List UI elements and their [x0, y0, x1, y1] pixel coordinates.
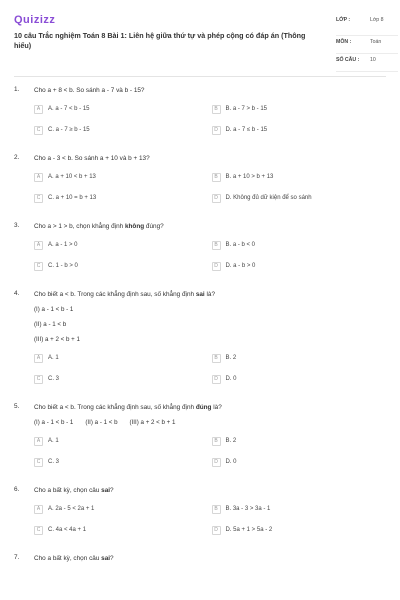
meta-value: Toán: [370, 39, 382, 45]
answer-option-letter-box: D: [212, 458, 221, 467]
answer-option-row: [34, 239, 386, 251]
question-text-emphasis: sai: [101, 487, 111, 494]
quizizz-logo: Quizizz: [14, 14, 56, 26]
meta-row-grade: [336, 14, 398, 36]
question-text: [34, 486, 386, 495]
answer-option-letter-box: A: [34, 505, 43, 514]
worksheet-meta: [336, 14, 398, 72]
header-divider: [14, 76, 386, 77]
answer-option-letter-box: B: [212, 437, 221, 446]
question-list: [14, 86, 386, 581]
answer-option-text: D. a - 7 ≤ b - 15: [225, 127, 268, 133]
question-item: [14, 222, 386, 272]
answer-option-row: [34, 171, 386, 183]
answer-option[interactable]: [34, 373, 209, 385]
question-text-part: Cho biết a < b. Trong các khẳng định sau, số khẳng định: [34, 291, 196, 298]
answer-option-letter-box: C: [34, 458, 43, 467]
question-text-emphasis: sai: [101, 555, 111, 562]
answer-option-letter-box: A: [34, 105, 43, 114]
answer-option-letter-box: A: [34, 437, 43, 446]
question-number: 1.: [14, 86, 20, 93]
answer-option-row: [34, 435, 386, 447]
answer-options: [34, 239, 386, 272]
answer-option[interactable]: [212, 373, 387, 385]
question-text-part: là?: [211, 404, 222, 411]
answer-option-text: A. a + 10 < b + 13: [48, 174, 96, 180]
answer-option[interactable]: [212, 192, 387, 204]
answer-option[interactable]: [34, 239, 209, 251]
answer-option-letter-box: A: [34, 173, 43, 182]
question-text: [34, 86, 386, 95]
question-number: 7.: [14, 554, 20, 561]
worksheet-title: 10 câu Trắc nghiệm Toán 8 Bài 1: Liên hệ giữa thứ tự và phép cộng có đáp án (Thông hiểu): [14, 31, 306, 50]
answer-option-text: C. 4a < 4a + 1: [48, 527, 87, 533]
question-text: [34, 554, 386, 563]
answer-option-row: [34, 373, 386, 385]
answer-option-text: B. 3a - 3 > 3a - 1: [225, 506, 271, 512]
answer-option-letter-box: D: [212, 126, 221, 135]
question-number: 4.: [14, 290, 20, 297]
answer-option-text: C. a - 7 ≥ b - 15: [48, 127, 90, 133]
question-number: 6.: [14, 486, 20, 493]
answer-option-text: B. 2: [225, 438, 237, 444]
question-text-part: ?: [110, 555, 114, 562]
answer-option-letter-box: C: [34, 126, 43, 135]
statement-line: (II) a - 1 < b: [34, 321, 67, 328]
question-item: [14, 403, 386, 468]
question-text: [34, 290, 386, 299]
answer-option[interactable]: [34, 524, 209, 536]
answer-option-text: C. 3: [48, 376, 60, 382]
answer-option-text: A. 1: [48, 355, 59, 361]
answer-option-letter-box: B: [212, 105, 221, 114]
answer-option[interactable]: [212, 171, 387, 183]
answer-option-letter-box: B: [212, 173, 221, 182]
answer-option[interactable]: [34, 192, 209, 204]
answer-option[interactable]: [212, 260, 387, 272]
answer-option-letter-box: B: [212, 505, 221, 514]
answer-option-text: D. 0: [225, 376, 237, 382]
answer-option-row: [34, 456, 386, 468]
question-text-part: Cho a - 3 < b. So sánh a + 10 và b + 13?: [34, 155, 150, 162]
answer-option-text: B. a - 7 > b - 15: [225, 106, 268, 112]
question-text-part: đúng?: [144, 223, 164, 230]
answer-option[interactable]: [212, 524, 387, 536]
question-number: 3.: [14, 222, 20, 229]
question-text-part: Cho a bất kỳ, chọn câu: [34, 555, 102, 562]
answer-options: [34, 352, 386, 385]
answer-option-text: D. 0: [225, 459, 237, 465]
answer-option[interactable]: [34, 503, 209, 515]
answer-option[interactable]: [212, 239, 387, 251]
answer-options: [34, 503, 386, 536]
question-text-part: Cho biết a < b. Trong các khẳng định sau, số khẳng định: [34, 404, 196, 411]
answer-option[interactable]: [34, 456, 209, 468]
question-text: [34, 154, 386, 163]
answer-option-letter-box: B: [212, 241, 221, 250]
answer-options: [34, 171, 386, 204]
answer-option-letter-box: C: [34, 262, 43, 271]
question-item: [14, 86, 386, 136]
question-item: [14, 554, 386, 563]
answer-option-text: A. a - 7 < b - 15: [48, 106, 90, 112]
meta-label: SỐ CÂU :: [336, 57, 360, 63]
question-item: [14, 486, 386, 536]
answer-option[interactable]: [34, 260, 209, 272]
question-item: [14, 154, 386, 204]
question-number: 2.: [14, 154, 20, 161]
answer-option-letter-box: A: [34, 354, 43, 363]
answer-option-letter-box: D: [212, 526, 221, 535]
statement-item: (II) a - 1 < b: [85, 419, 118, 426]
answer-option[interactable]: [34, 435, 209, 447]
question-text-part: Cho a + 8 < b. So sánh a - 7 và b - 15?: [34, 87, 145, 94]
answer-option[interactable]: [34, 103, 209, 115]
answer-option-text: C. 1 - b > 0: [48, 263, 78, 269]
answer-option-row: [34, 192, 386, 204]
answer-option-row: [34, 260, 386, 272]
question-text-part: Cho a > 1 > b, chọn khẳng định: [34, 223, 125, 230]
answer-option[interactable]: [212, 103, 387, 115]
answer-option[interactable]: [34, 352, 209, 364]
question-number: 5.: [14, 403, 20, 410]
worksheet-header: [14, 10, 386, 74]
answer-option-text: B. a + 10 > b + 13: [225, 174, 274, 180]
answer-option-text: A. 2a - 5 < 2a + 1: [48, 506, 95, 512]
answer-option-letter-box: C: [34, 526, 43, 535]
statement-line-group: [34, 418, 386, 427]
meta-label: LỚP :: [336, 17, 351, 23]
answer-option-text: B. a - b < 0: [225, 242, 256, 248]
question-text: [34, 403, 386, 412]
question-text-part: ?: [110, 487, 114, 494]
question-text-emphasis: đúng: [195, 404, 212, 411]
meta-value: Lớp 8: [370, 17, 384, 23]
answer-option-letter-box: D: [212, 262, 221, 271]
answer-options: [34, 435, 386, 468]
meta-value: 10: [370, 57, 376, 63]
answer-options: [34, 103, 386, 136]
meta-label: MÔN :: [336, 39, 352, 45]
answer-option[interactable]: [34, 124, 209, 136]
question-text-part: Cho a bất kỳ, chọn câu: [34, 487, 102, 494]
answer-option[interactable]: [212, 503, 387, 515]
answer-option-letter-box: D: [212, 375, 221, 384]
statement-line: (III) a + 2 < b + 1: [34, 336, 80, 343]
answer-option-text: C. 3: [48, 459, 60, 465]
question-text: [34, 222, 386, 231]
answer-option-letter-box: C: [34, 194, 43, 203]
statement-item: (I) a - 1 < b - 1: [34, 419, 74, 426]
meta-row-subject: [336, 36, 398, 54]
statement-line: (I) a - 1 < b - 1: [34, 306, 74, 313]
answer-option-text: D. 5a + 1 > 5a - 2: [225, 527, 273, 533]
question-text-emphasis: sai: [195, 291, 205, 298]
answer-option-text: D. Không đủ dữ kiện để so sánh: [225, 195, 312, 201]
answer-option-letter-box: A: [34, 241, 43, 250]
answer-option-text: B. 2: [225, 355, 237, 361]
answer-option[interactable]: [212, 352, 387, 364]
answer-option-row: [34, 124, 386, 136]
answer-option[interactable]: [212, 456, 387, 468]
answer-option[interactable]: [34, 171, 209, 183]
answer-option-letter-box: D: [212, 194, 221, 203]
question-text-part: là?: [204, 291, 216, 298]
question-item: [14, 290, 386, 385]
statement-item: (III) a + 2 < b + 1: [129, 419, 176, 426]
answer-option[interactable]: [212, 124, 387, 136]
meta-row-count: [336, 54, 398, 72]
answer-option-text: D. a - b > 0: [225, 263, 256, 269]
answer-option-row: [34, 524, 386, 536]
answer-option-text: A. a - 1 > 0: [48, 242, 78, 248]
answer-option-letter-box: C: [34, 375, 43, 384]
answer-option-row: [34, 103, 386, 115]
answer-option-letter-box: B: [212, 354, 221, 363]
answer-option-text: A. 1: [48, 438, 59, 444]
answer-option[interactable]: [212, 435, 387, 447]
answer-option-row: [34, 503, 386, 515]
answer-option-text: C. a + 10 = b + 13: [48, 195, 97, 201]
answer-option-row: [34, 352, 386, 364]
question-text-emphasis: không: [124, 223, 145, 230]
